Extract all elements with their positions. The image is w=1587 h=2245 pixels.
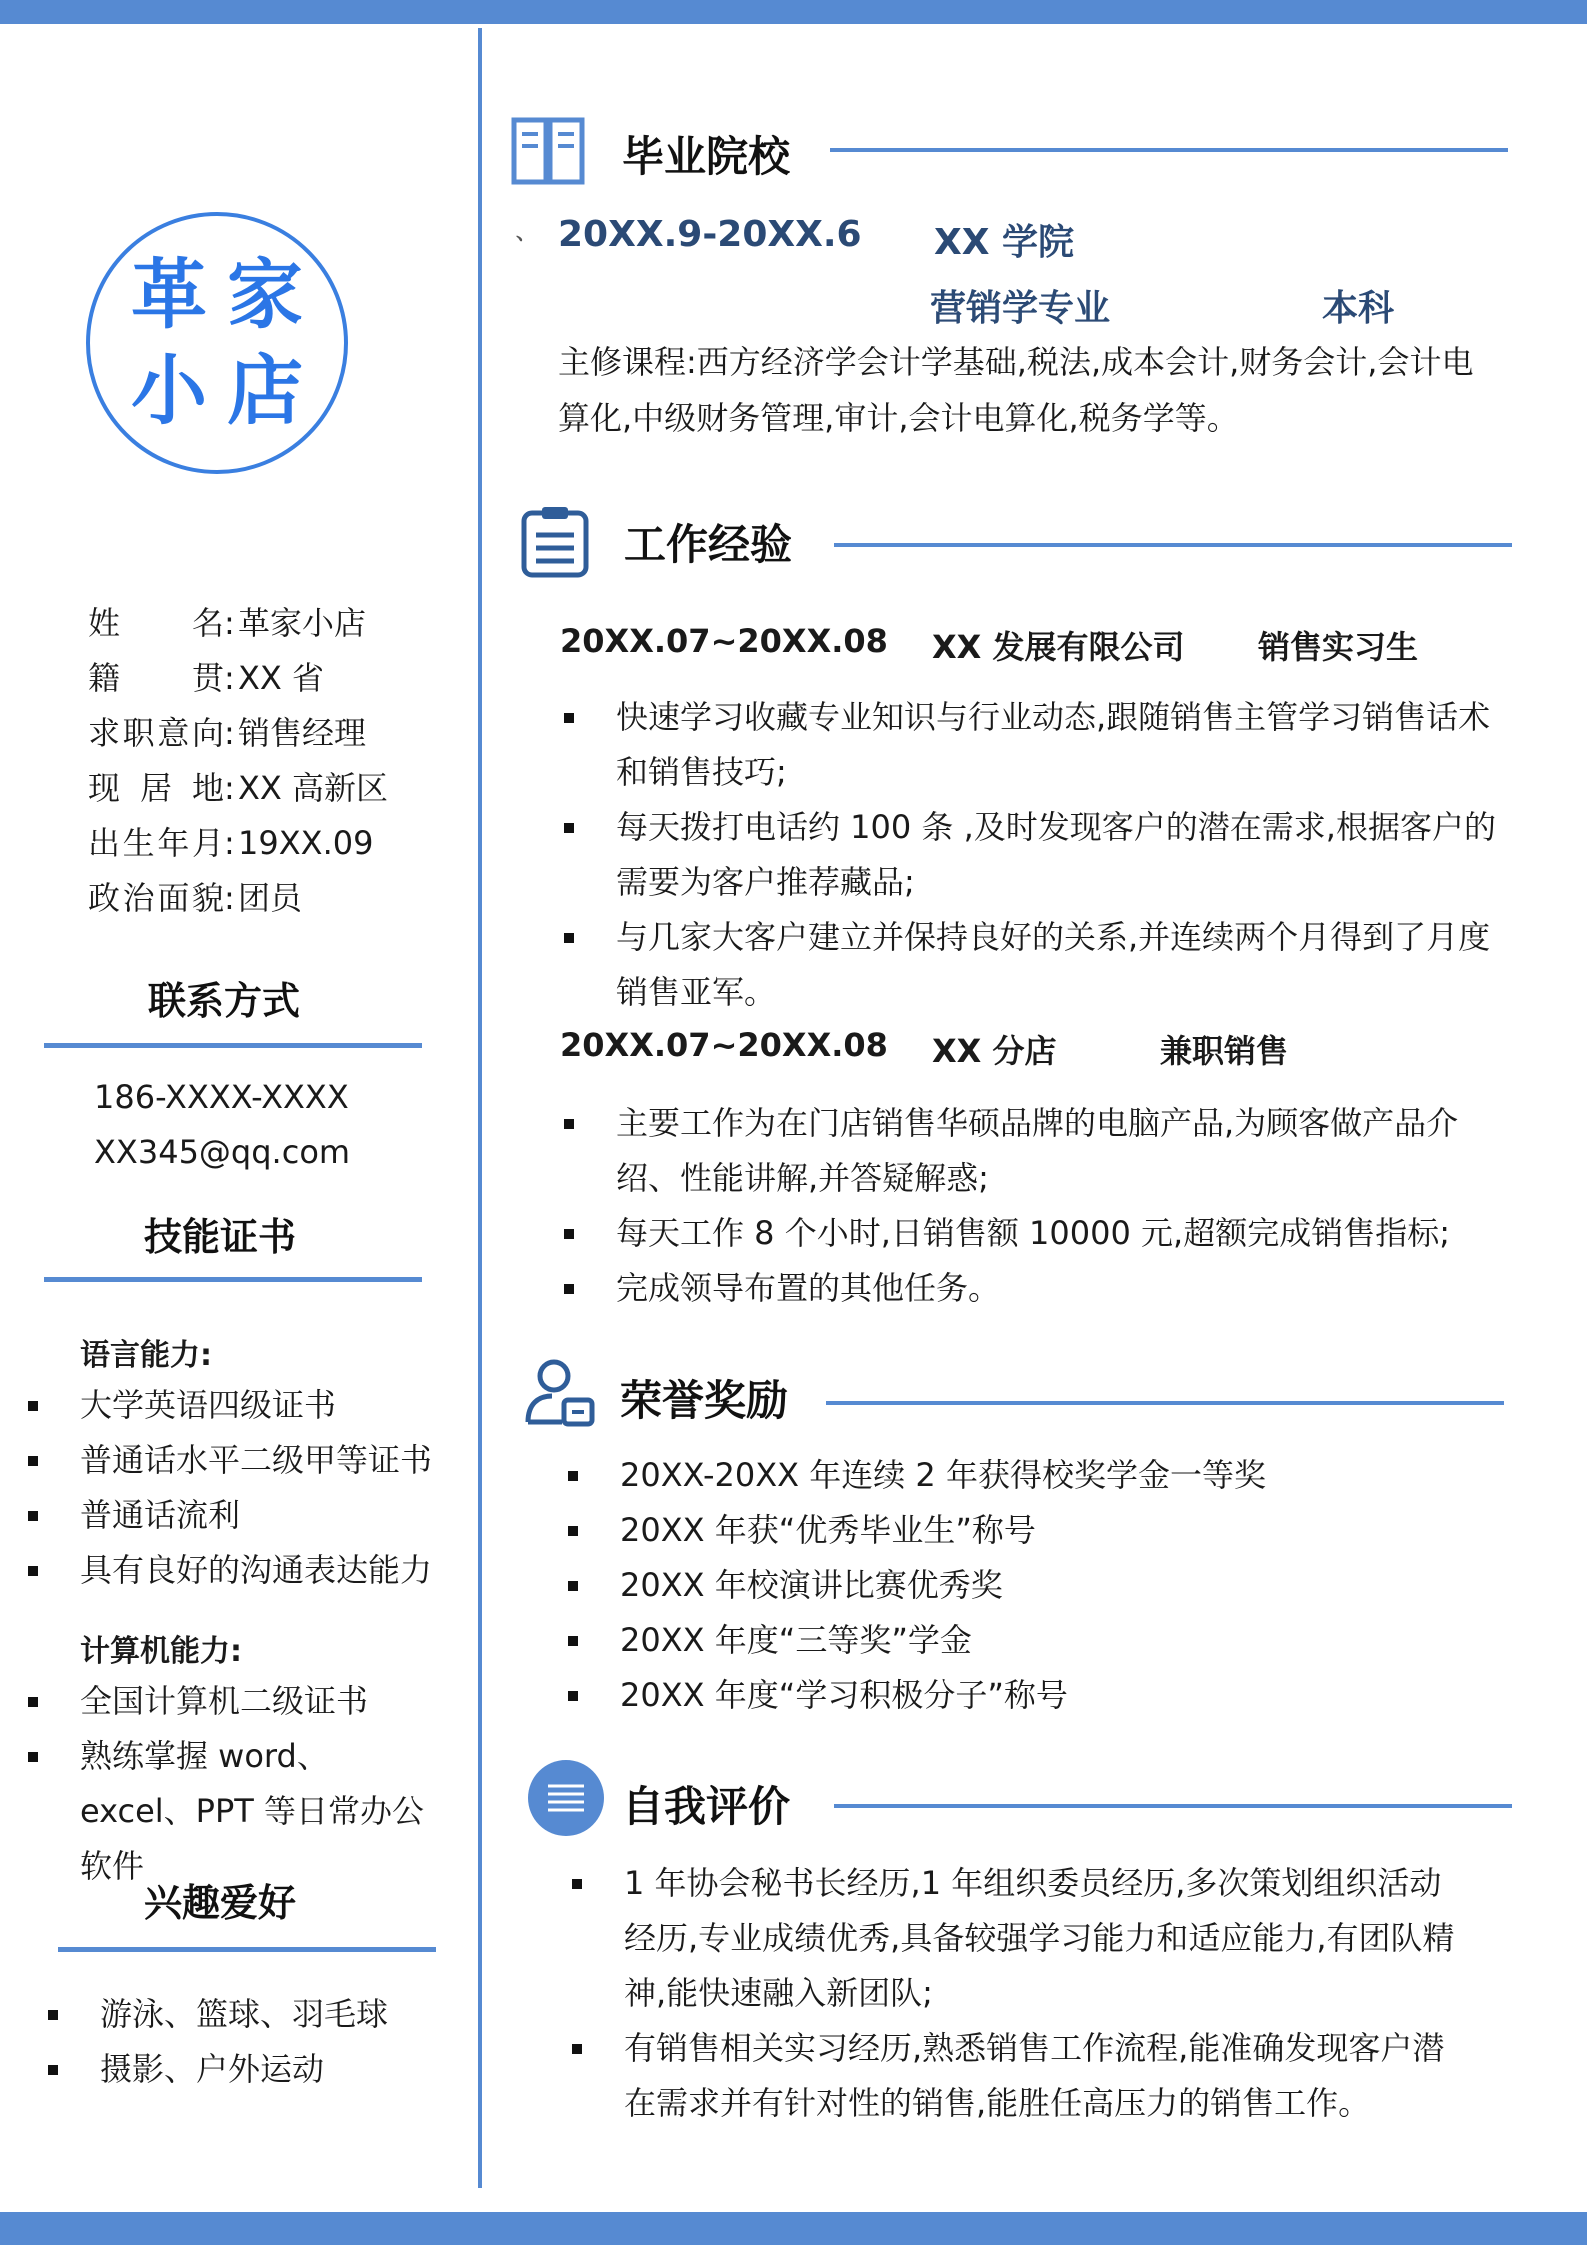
info-value: 革家小店 (238, 604, 367, 642)
list-item: 与几家大客户建立并保持良好的关系,并连续两个月得到了月度销售亚军。 (558, 910, 1503, 1020)
info-label: 籍贯 (88, 659, 224, 697)
user-badge-icon (522, 1356, 598, 1432)
column-divider (478, 28, 482, 2188)
hobbies-rule (58, 1947, 436, 1952)
edu-period: 20XX.9-20XX.6 (558, 214, 862, 255)
job-role: 兼职销售 (1160, 1032, 1289, 1070)
edu-major: 营销学专业 (930, 288, 1111, 329)
list-item: 完成领导布置的其他任务。 (558, 1261, 1503, 1316)
experience-title: 工作经验 (624, 520, 793, 569)
info-value: 销售经理 (238, 714, 367, 752)
info-row-birth: 出生年月 : 19XX.09 (88, 816, 388, 871)
contact-email: XX345@qq.com (94, 1133, 351, 1171)
contact-block (94, 1070, 350, 1180)
bottom-accent-bar (0, 2212, 1587, 2245)
list-item: 1 年协会秘书长经历,1 年组织委员经历,多次策划组织活动经历,专业成绩优秀,具备较强学习能力和适应能力,有团队精神,能快速融入新团队; (566, 1856, 1471, 2021)
info-value: 19XX.09 (238, 824, 374, 862)
self-eval-rule (834, 1804, 1512, 1808)
list-item: 摄影、户外运动 (48, 2042, 448, 2097)
list-item: 熟练掌握 word、excel、PPT 等日常办公软件 (28, 1729, 438, 1894)
skills-heading: 技能证书 (143, 1215, 296, 1259)
personal-info (88, 596, 388, 926)
notes-icon (528, 1760, 604, 1836)
hobbies-list (48, 1987, 448, 2097)
list-item: 20XX-20XX 年连续 2 年获得校奖学金一等奖 (562, 1448, 1502, 1503)
list-item: 大学英语四级证书 (28, 1378, 458, 1433)
hobbies-heading: 兴趣爱好 (143, 1881, 296, 1925)
seal-logo (86, 212, 348, 474)
list-item: 主要工作为在门店销售华硕品牌的电脑产品,为顾客做产品介绍、性能讲解,并答疑解惑; (558, 1096, 1503, 1206)
book-icon (510, 112, 586, 188)
edu-courses: 主修课程:西方经济学会计学基础,税法,成本会计,财务会计,会计电算化,中级财务管理,审计,会计电算化,税务学等。 (558, 343, 1474, 437)
experience-rule (834, 543, 1512, 547)
info-row-name: 姓名 : 革家小店 (88, 596, 388, 651)
top-accent-bar (0, 0, 1587, 24)
edu-bullet-mark: 、 (516, 220, 536, 244)
clipboard-icon (518, 503, 594, 579)
info-label: 政治面貌 (88, 879, 224, 917)
info-label: 现居地 (88, 769, 224, 807)
seal-char: 店 (227, 346, 303, 435)
seal-char: 革 (131, 250, 207, 339)
seal-char: 小 (131, 346, 207, 435)
skills-rule (44, 1277, 422, 1282)
info-value: XX 省 (238, 659, 325, 697)
self-eval-title: 自我评价 (622, 1782, 791, 1831)
job-duties (558, 1096, 1503, 1316)
list-item: 具有良好的沟通表达能力 (28, 1543, 458, 1598)
contact-rule (44, 1043, 422, 1048)
contact-phone: 186-XXXX-XXXX (94, 1078, 349, 1116)
awards-list (562, 1448, 1502, 1723)
language-list (28, 1378, 458, 1598)
info-label: 姓名 (88, 604, 224, 642)
awards-rule (826, 1401, 1504, 1405)
list-item: 20XX 年校演讲比赛优秀奖 (562, 1558, 1502, 1613)
self-eval-list (566, 1856, 1471, 2131)
list-item: 普通话流利 (28, 1488, 458, 1543)
contact-heading: 联系方式 (147, 979, 300, 1023)
list-item: 每天工作 8 个小时,日销售额 10000 元,超额完成销售指标; (558, 1206, 1503, 1261)
list-item: 普通话水平二级甲等证书 (28, 1433, 458, 1488)
info-row-origin: 籍贯 : XX 省 (88, 651, 388, 706)
computer-label: 计算机能力: (80, 1634, 242, 1669)
job-period: 20XX.07~20XX.08 (560, 1026, 888, 1064)
info-value: 团员 (238, 879, 303, 917)
info-row-residence: 现居地 : XX 高新区 (88, 761, 388, 816)
info-value: XX 高新区 (238, 769, 389, 807)
education-title: 毕业院校 (622, 132, 791, 181)
info-label: 求职意向 (88, 714, 224, 752)
list-item: 20XX 年获“优秀毕业生”称号 (562, 1503, 1502, 1558)
job-duties (558, 690, 1503, 1020)
language-label: 语言能力: (80, 1338, 212, 1373)
job-company: XX 发展有限公司 (932, 628, 1185, 666)
list-item: 快速学习收藏专业知识与行业动态,跟随销售主管学习销售话术和销售技巧; (558, 690, 1503, 800)
job-period: 20XX.07~20XX.08 (560, 622, 888, 660)
job-role: 销售实习生 (1258, 628, 1419, 666)
list-item: 每天拨打电话约 100 条 ,及时发现客户的潜在需求,根据客户的需要为客户推荐藏品; (558, 800, 1503, 910)
info-row-objective: 求职意向 : 销售经理 (88, 706, 388, 761)
education-rule (830, 148, 1508, 152)
edu-degree: 本科 (1322, 288, 1395, 329)
list-item: 有销售相关实习经历,熟悉销售工作流程,能准确发现客户潜在需求并有针对性的销售,能胜任高压力的销售工作。 (566, 2021, 1471, 2131)
awards-title: 荣誉奖励 (620, 1376, 789, 1425)
edu-school: XX 学院 (934, 222, 1075, 263)
list-item: 20XX 年度“三等奖”学金 (562, 1613, 1502, 1668)
list-item: 全国计算机二级证书 (28, 1674, 438, 1729)
info-label: 出生年月 (88, 824, 224, 862)
computer-list (28, 1674, 438, 1894)
seal-char: 家 (227, 250, 303, 339)
info-row-political: 政治面貌 : 团员 (88, 871, 388, 926)
list-item: 游泳、篮球、羽毛球 (48, 1987, 448, 2042)
job-company: XX 分店 (932, 1032, 1057, 1070)
list-item: 20XX 年度“学习积极分子”称号 (562, 1668, 1502, 1723)
